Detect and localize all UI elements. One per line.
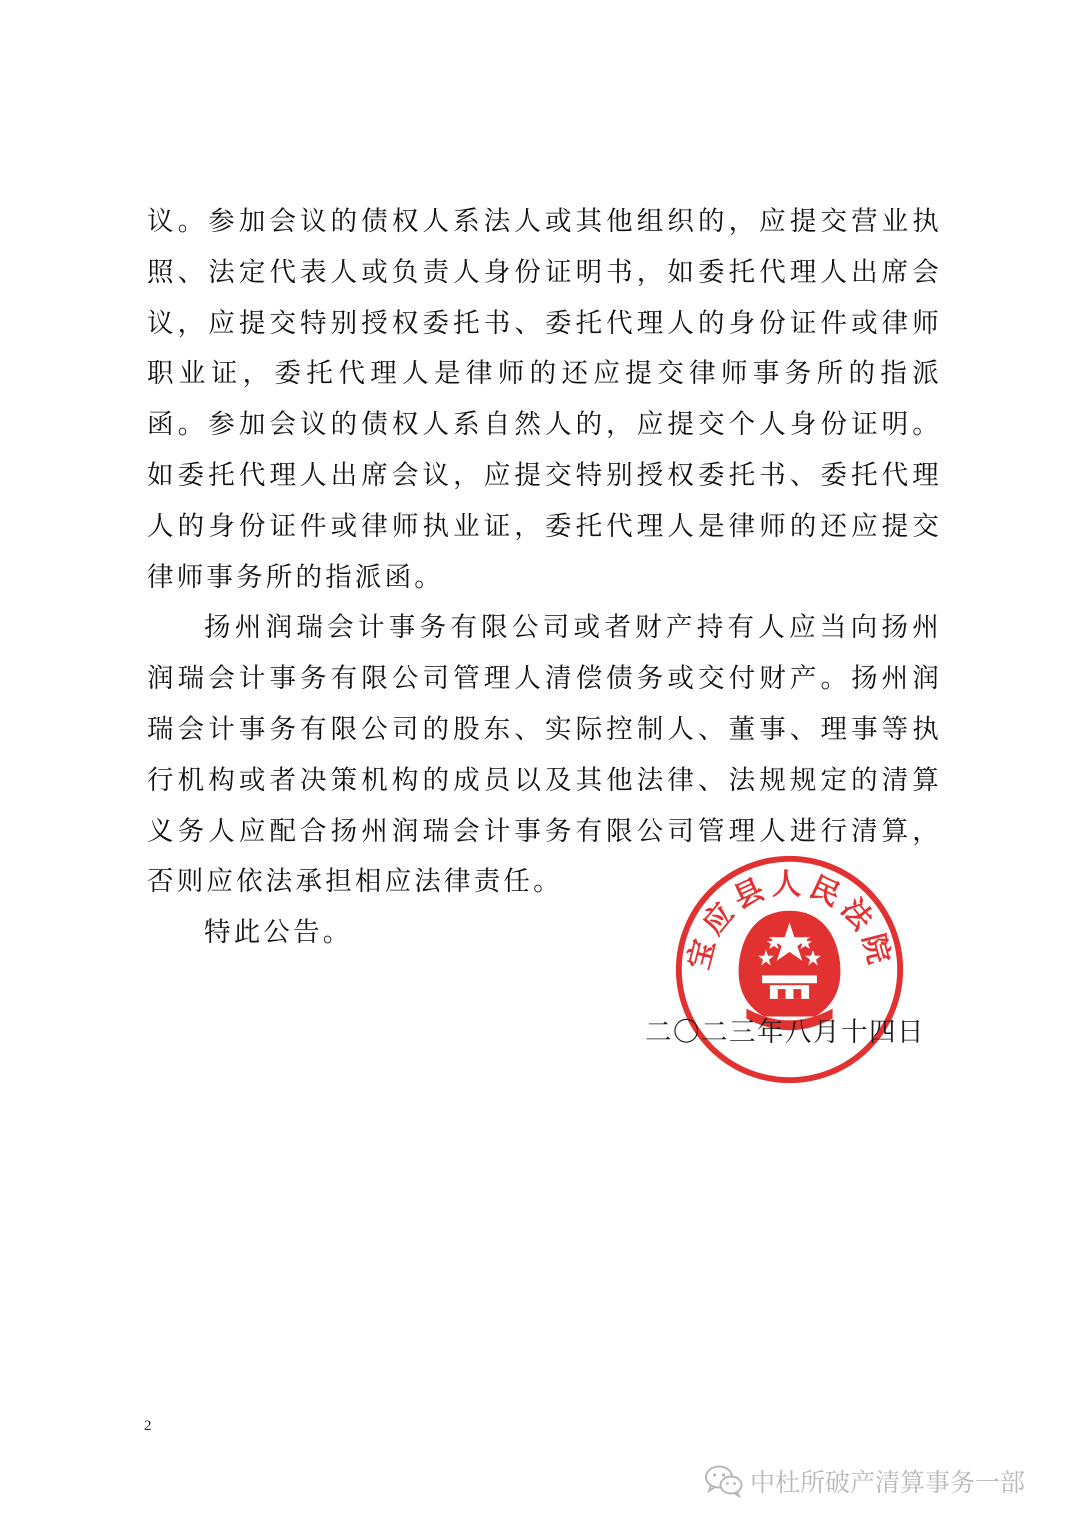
watermark-text: 中杜所破产清算事务一部: [750, 1468, 1026, 1497]
seal-text: 宝应县人民法院: [681, 866, 898, 973]
national-emblem-icon: [739, 911, 841, 1030]
wechat-icon: [704, 1464, 744, 1498]
body-paragraph-2: 扬州润瑞会计事务有限公司或者财产持有人应当向扬州润瑞会计事务有限公司管理人清偿债务或交付财产。扬州润瑞会计事务有限公司的股东、实际控制人、董事、理事等执行机构或者决策机构的成员以及其他法律、法规规定的清算义务人应配合扬州润瑞会计事务有限公司管理人进行清算，否则应依法承担相应法律责任。: [147, 612, 942, 898]
closing-text: 特此公告。: [204, 917, 353, 949]
body-paragraph-1: 议。参加会议的债权人系法人或其他组织的，应提交营业执照、法定代表人或负责人身份证明书，如委托代理人出席会议，应提交特别授权委托书、委托代理人的身份证件或律师职业证，委托代理人是律师的还应提交律师事务所的指派函。参加会议的债权人系自然人的，应提交个人身份证明。如委托代理人出席会议，应提交特别授权委托书、委托代理人的身份证件或律师执业证，委托代理人是律师的还应提交律师事务所的指派函。: [147, 206, 942, 593]
document-date: 二〇二三年八月十四日: [645, 1017, 925, 1048]
document-body: [147, 197, 942, 959]
watermark: [704, 1461, 1025, 1501]
page-number: 2: [144, 1418, 152, 1434]
